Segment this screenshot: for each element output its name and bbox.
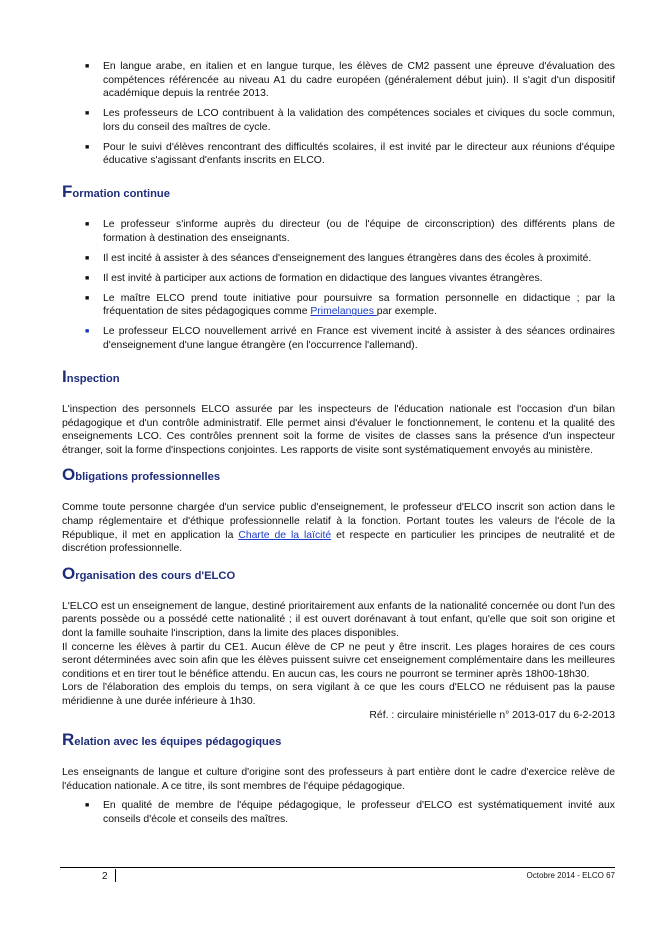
heading-organisation-cours: Organisation des cours d'ELCO [62,563,236,583]
charte-laicite-link[interactable]: Charte de la laïcité [238,529,332,541]
list-item: ■ Les professeurs de LCO contribuent à la validation des compétences sociales et civiques du socle commun, lors du conseil des maîtres de cycle. [85,108,615,133]
heading-relation-equipes: Relation avec les équipes pédagogiques [62,730,282,750]
square-bullet-icon: ■ [85,328,90,336]
relation-bullet-list [62,799,615,826]
square-bullet-icon: ■ [85,110,90,118]
square-bullet-icon: ■ [85,63,90,70]
relation-paragraph: Les enseignants de langue et culture d'origine sont des professeurs à part entière dont le cadre d'exercice relève de l'éducation nationale. A ce titre, ils sont membres de l'équipe pédagogique. [62,767,615,792]
footer-text: Octobre 2014 - ELCO 67 [526,871,615,880]
list-item: ■ Il est incité à assister à des séances d'enseignement des langues étrangères dans des écoles à proximité. [85,252,592,264]
inspection-paragraph: L'inspection des personnels ELCO assurée par les inspecteurs de l'éducation nationale est l'occasion d'un bilan pédagogique et d'un contrôle administratif. Elle permet ainsi d'évaluer le fonctionnement, le contenu et la qualité des enseignements LCO. Ces contrôles prennent soit la forme de visites de classes sans la présence d'un inspecteur étranger, soit la forme d'inspections conjointes. Les rapports de visite sont systématiquement envoyés au ministère. [62,404,615,456]
list-item: ■ Le professeur s'informe auprès du directeur (ou de l'équipe de circonscription) des différents plans de formation à destination des enseignants. [85,219,615,244]
intro-bullet-list [62,60,615,168]
obligations-paragraph: Comme toute personne chargée d'un service public d'enseignement, le professeur d'ELCO inscrit son action dans le champ réglementaire et d'éthique professionnelle relatif à la fonction. Portant toutes les valeurs de l'école de la République, il met en application la Charte de la laïcité et respecte en particulier les principes de neutralité et de discrétion professionnelle. [62,502,616,555]
list-item: ■ Il est invité à participer aux actions de formation en didactique des langues vivantes étrangères. [85,272,543,284]
square-bullet-icon: ■ [85,274,90,282]
heading-obligations-professionnelles: Obligations professionnelles [62,465,221,485]
square-bullet-icon: ■ [85,221,90,229]
organisation-reference: Réf. : circulaire ministérielle n° 2013-017 du 6-2-2013 [369,709,615,721]
page-footer [60,867,615,886]
organisation-paragraph-3: Lors de l'élaboration des emplois du temps, on sera vigilant à ce que les cours d'ELCO ne réduisent pas la pause méridienne à une durée inférieure à 1h30. [62,682,615,707]
list-item: ■ Pour le suivi d'élèves rencontrant des difficultés scolaires, il est invité par le directeur aux réunions d'équipe éducative s'agissant d'enfants inscrits en ELCO. [85,141,615,167]
organisation-paragraph-2: Il concerne les élèves à partir du CE1. Aucun élève de CP ne peut y être inscrit. Les plages horaires de ces cours seront déterminées avec soin afin que les élèves puissent suivre cet enseignement complémentaire dans les meilleures conditions et en tirer tout le bénéfice attendu. En aucun cas, les cours ne pourront se terminer après 18h00-18h30. [62,641,615,680]
square-bullet-icon: ■ [85,294,90,302]
heading-inspection: Inspection [62,367,120,387]
page-number: 2 [102,871,108,882]
square-bullet-icon: ■ [85,143,90,151]
primelangues-link[interactable]: Primelangues [310,306,377,318]
list-item: ■ En qualité de membre de l'équipe pédagogique, le professeur d'ELCO est systématiquement invité aux conseils d'école et conseils des maîtres. [85,800,615,825]
formation-bullet-list [62,218,615,352]
footer-divider [115,869,116,882]
square-bullet-icon: ■ [85,254,90,262]
list-item: ■ Le maître ELCO prend toute initiative pour poursuivre sa formation personnelle en didactique ; par la fréquentation de sites pédagogiques comme Primelangues par exemple. [85,292,615,318]
page-content [62,60,615,833]
heading-formation-continue: Formation continue [62,182,170,202]
square-bullet-icon: ■ [85,802,90,810]
list-item: ■ En langue arabe, en italien et en langue turque, les élèves de CM2 passent une épreuve d'évaluation des compétences référencée au niveau A1 du cadre européen (généralement début juin). Il s'agit d'un dispositif académique depuis la rentrée 2013. [85,61,615,100]
organisation-paragraph-1: L'ELCO est un enseignement de langue, destiné prioritairement aux enfants de la nationalité concernée ou dont l'un des parents possède ou a possédé cette nationalité ; il est ouvert dorénavant à tout enfant, qu'elle que soit son origine et dont la famille souhaite l'inscription, dans la limite des places disponibles. [62,600,615,639]
list-item: ■ Le professeur ELCO nouvellement arrivé en France est vivement incité à assister à des séances ordinaires d'enseignement d'une langue étrangère (en l'occurrence l'allemand). [85,326,615,352]
